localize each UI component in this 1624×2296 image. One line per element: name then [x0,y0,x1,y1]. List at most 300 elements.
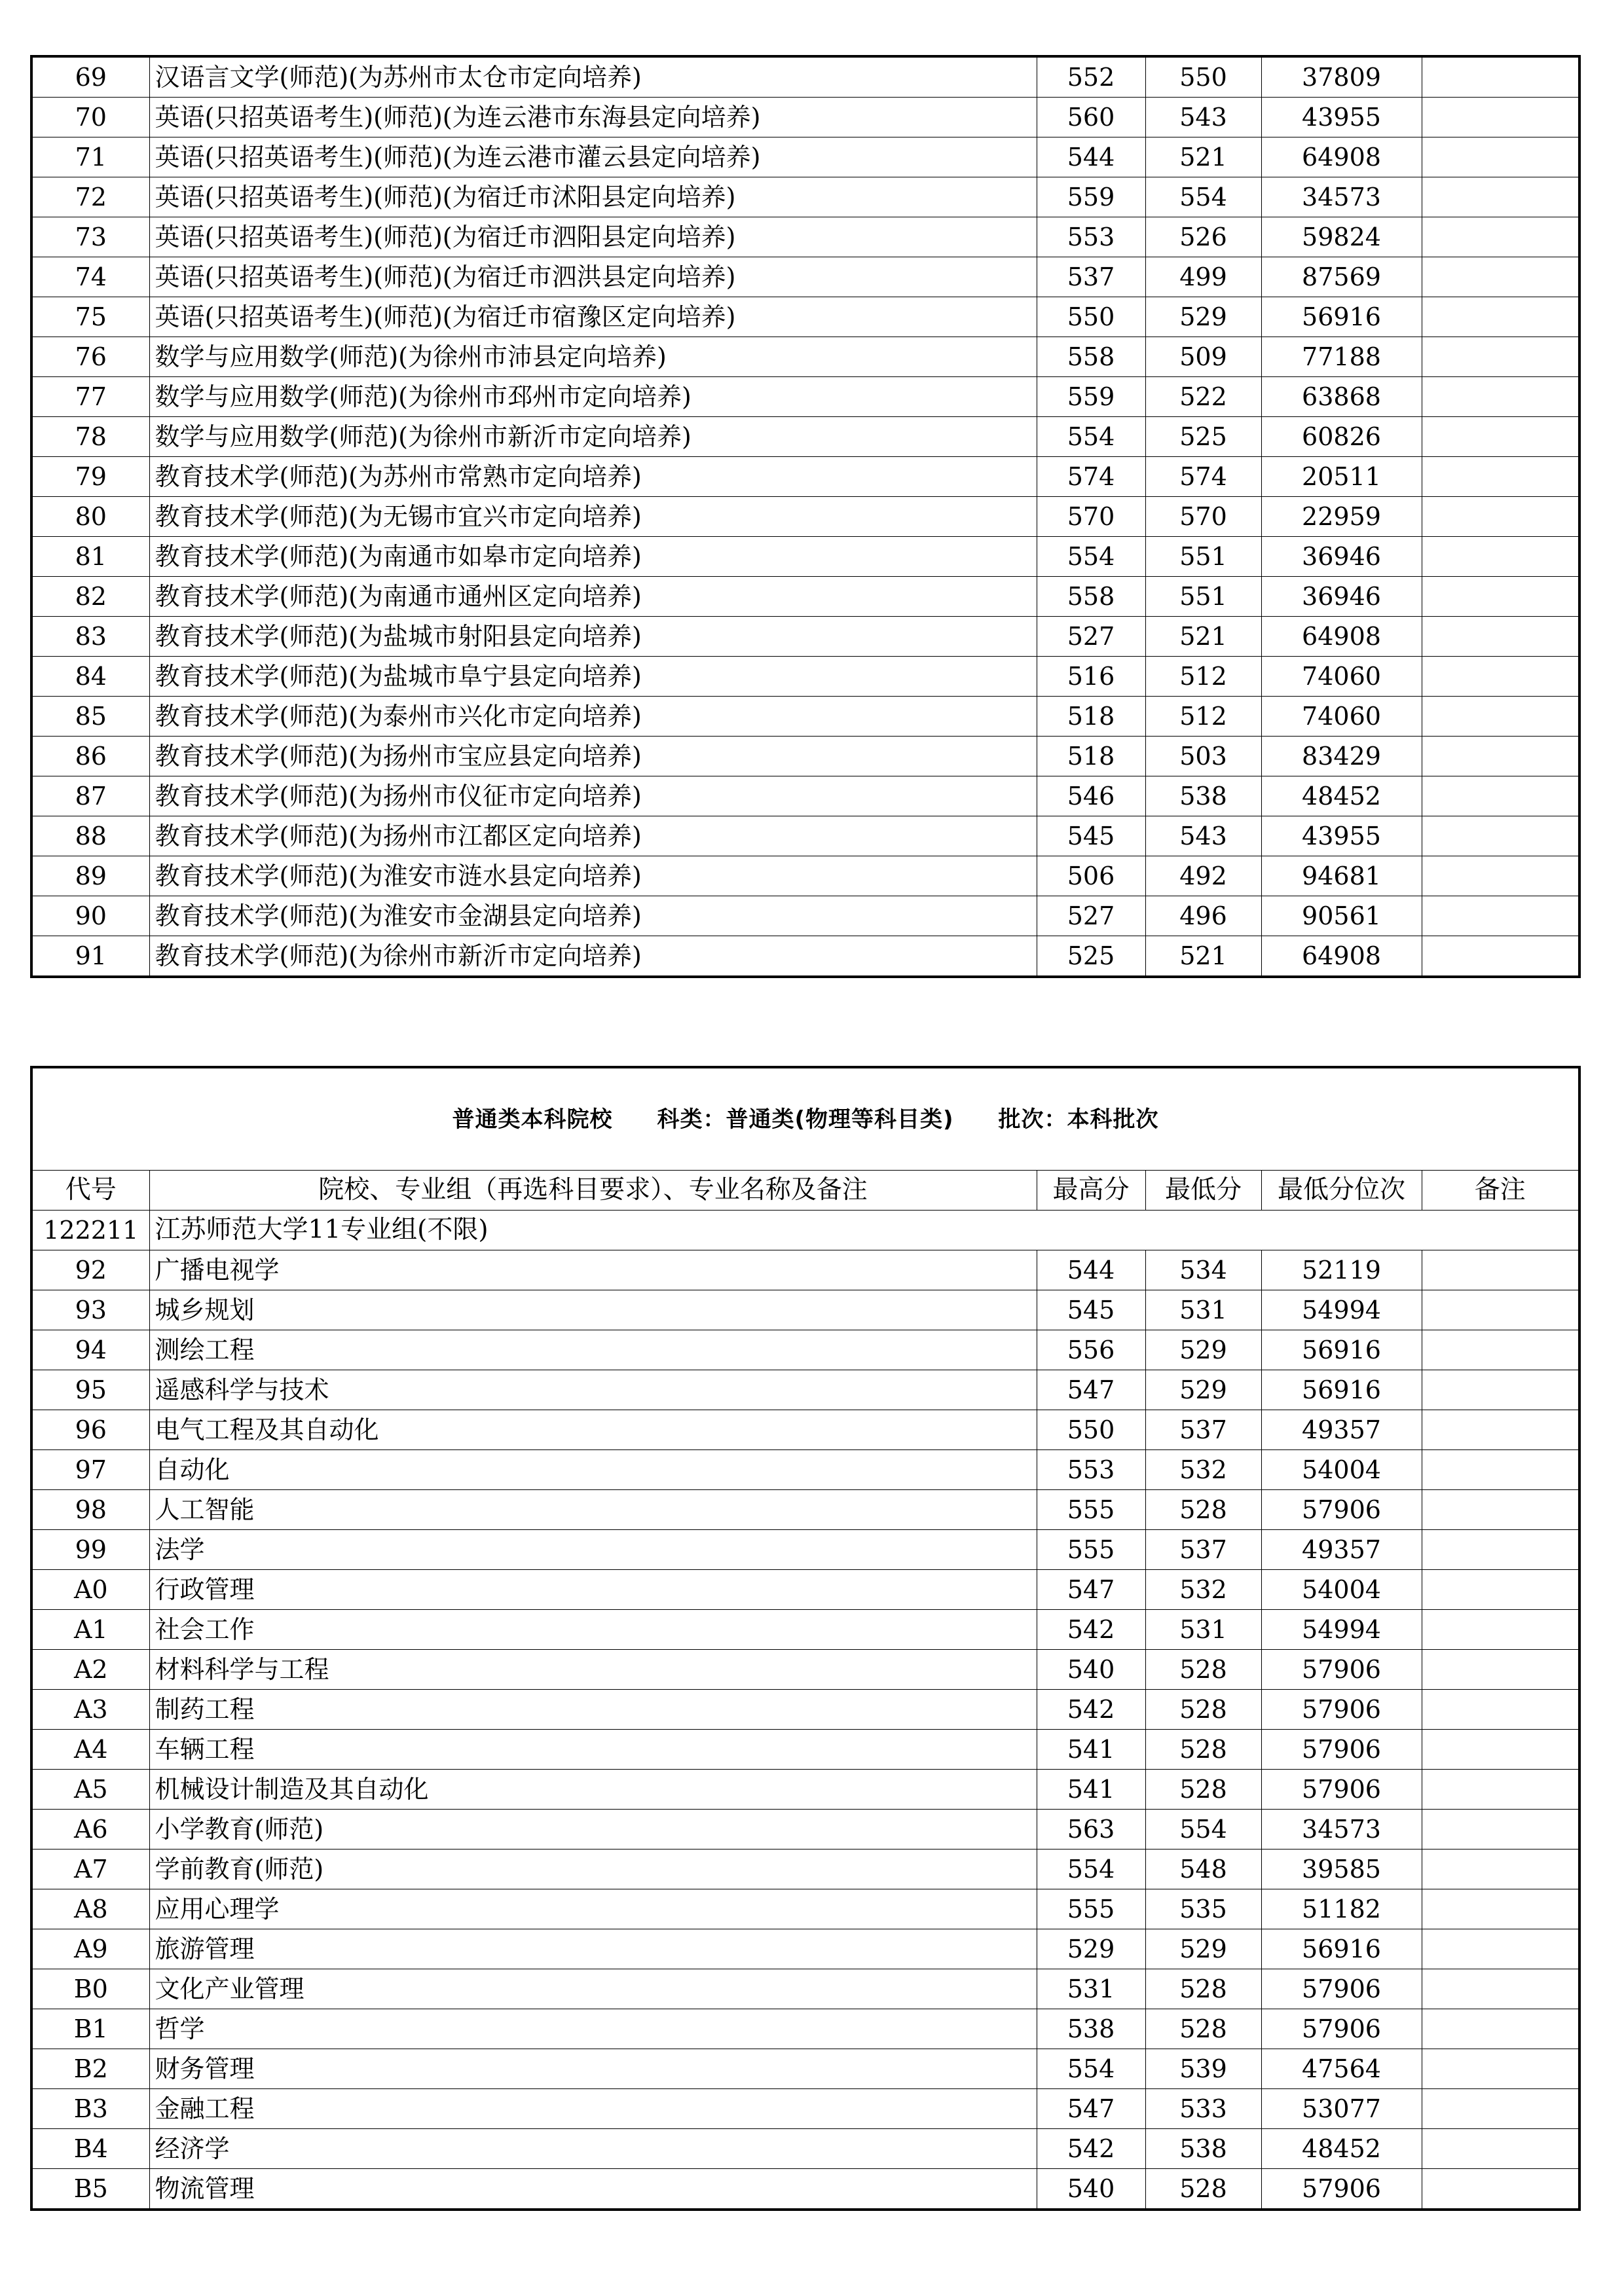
cell-min-score: 554 [1145,1810,1261,1850]
cell-min-score: 529 [1145,1370,1261,1410]
group-name: 江苏师范大学11专业组(不限) [149,1211,1579,1250]
cell-code: 93 [31,1290,149,1330]
cell-code: 99 [31,1530,149,1570]
cell-min-rank: 64908 [1261,617,1422,657]
cell-min-rank: 54004 [1261,1450,1422,1490]
cell-min-score: 529 [1145,1929,1261,1969]
table-row [31,337,1579,377]
cell-code: 96 [31,1410,149,1450]
header-note: 备注 [1422,1171,1579,1211]
cell-min-rank: 20511 [1261,457,1422,497]
table-row [31,1370,1579,1410]
cell-code: A5 [31,1770,149,1810]
cell-name: 经济学 [149,2129,1037,2169]
cell-min-rank: 57906 [1261,1730,1422,1770]
header-max: 最高分 [1037,1171,1145,1211]
cell-min-score: 522 [1145,377,1261,417]
cell-min-score: 538 [1145,2129,1261,2169]
cell-min-rank: 74060 [1261,657,1422,697]
cell-max-score: 518 [1037,697,1145,737]
cell-min-rank: 64908 [1261,936,1422,977]
cell-name: 社会工作 [149,1610,1037,1650]
table-row [31,896,1579,936]
table-row [31,1850,1579,1889]
cell-name: 人工智能 [149,1490,1037,1530]
cell-min-score: 529 [1145,297,1261,337]
cell-max-score: 538 [1037,2009,1145,2049]
table-row [31,1730,1579,1770]
table-row [31,217,1579,257]
cell-max-score: 542 [1037,2129,1145,2169]
cell-note [1422,816,1579,856]
cell-name: 车辆工程 [149,1730,1037,1770]
table-row [31,776,1579,816]
table-row [31,257,1579,297]
cell-min-rank: 57906 [1261,1650,1422,1690]
cell-min-score: 526 [1145,217,1261,257]
cell-min-score: 503 [1145,737,1261,776]
cell-code: 76 [31,337,149,377]
cell-min-rank: 56916 [1261,1370,1422,1410]
cell-min-score: 528 [1145,1770,1261,1810]
cell-name: 教育技术学(师范)(为苏州市常熟市定向培养) [149,457,1037,497]
cell-note [1422,1290,1579,1330]
cell-name: 小学教育(师范) [149,1810,1037,1850]
table-row [31,1330,1579,1370]
cell-name: 应用心理学 [149,1889,1037,1929]
cell-code: 80 [31,497,149,537]
cell-name: 哲学 [149,2009,1037,2049]
group-row [31,1211,1579,1250]
cell-max-score: 550 [1037,1410,1145,1450]
cell-code: 86 [31,737,149,776]
cell-note [1422,1450,1579,1490]
table-row [31,2129,1579,2169]
cell-min-rank: 52119 [1261,1250,1422,1290]
admission-table-continued [30,55,1581,978]
cell-max-score: 547 [1037,1570,1145,1610]
cell-code: 75 [31,297,149,337]
cell-name: 数学与应用数学(师范)(为徐州市沛县定向培养) [149,337,1037,377]
cell-max-score: 547 [1037,2089,1145,2129]
cell-max-score: 527 [1037,896,1145,936]
cell-note [1422,856,1579,896]
cell-max-score: 540 [1037,1650,1145,1690]
table-row [31,417,1579,457]
cell-min-rank: 57906 [1261,2009,1422,2049]
table-row [31,56,1579,98]
cell-max-score: 563 [1037,1810,1145,1850]
cell-note [1422,257,1579,297]
cell-note [1422,177,1579,217]
header-rank: 最低分位次 [1261,1171,1422,1211]
cell-code: 87 [31,776,149,816]
cell-name: 英语(只招英语考生)(师范)(为宿迁市泗阳县定向培养) [149,217,1037,257]
cell-min-score: 551 [1145,537,1261,577]
cell-min-rank: 49357 [1261,1410,1422,1450]
cell-min-rank: 83429 [1261,737,1422,776]
header-code: 代号 [31,1171,149,1211]
cell-min-score: 521 [1145,936,1261,977]
cell-note [1422,2129,1579,2169]
cell-name: 教育技术学(师范)(为泰州市兴化市定向培养) [149,697,1037,737]
column-header-row [31,1171,1579,1211]
cell-max-score: 555 [1037,1530,1145,1570]
cell-max-score: 554 [1037,2049,1145,2089]
cell-max-score: 540 [1037,2169,1145,2210]
cell-min-rank: 34573 [1261,177,1422,217]
cell-note [1422,737,1579,776]
cell-name: 遥感科学与技术 [149,1370,1037,1410]
admission-table-physics [30,1066,1581,2211]
cell-name: 教育技术学(师范)(为淮安市涟水县定向培养) [149,856,1037,896]
cell-min-rank: 57906 [1261,1770,1422,1810]
table-row [31,816,1579,856]
cell-name: 英语(只招英语考生)(师范)(为连云港市东海县定向培养) [149,98,1037,137]
cell-name: 机械设计制造及其自动化 [149,1770,1037,1810]
cell-note [1422,1650,1579,1690]
cell-min-score: 574 [1145,457,1261,497]
cell-name: 英语(只招英语考生)(师范)(为宿迁市泗洪县定向培养) [149,257,1037,297]
cell-min-score: 532 [1145,1450,1261,1490]
cell-note [1422,1410,1579,1450]
cell-name: 英语(只招英语考生)(师范)(为连云港市灌云县定向培养) [149,137,1037,177]
cell-min-rank: 56916 [1261,1929,1422,1969]
cell-name: 英语(只招英语考生)(师范)(为宿迁市沭阳县定向培养) [149,177,1037,217]
cell-min-rank: 56916 [1261,1330,1422,1370]
cell-note [1422,657,1579,697]
cell-name: 物流管理 [149,2169,1037,2210]
table-row [31,1690,1579,1730]
cell-note [1422,417,1579,457]
cell-max-score: 542 [1037,1610,1145,1650]
cell-max-score: 550 [1037,297,1145,337]
table-row [31,1290,1579,1330]
cell-note [1422,896,1579,936]
cell-min-rank: 51182 [1261,1889,1422,1929]
cell-note [1422,1850,1579,1889]
cell-max-score: 542 [1037,1690,1145,1730]
table-row [31,697,1579,737]
cell-note [1422,1810,1579,1850]
cell-name: 文化产业管理 [149,1969,1037,2009]
cell-max-score: 537 [1037,257,1145,297]
cell-max-score: 574 [1037,457,1145,497]
cell-min-rank: 60826 [1261,417,1422,457]
cell-min-rank: 22959 [1261,497,1422,537]
cell-name: 学前教育(师范) [149,1850,1037,1889]
cell-min-score: 529 [1145,1330,1261,1370]
cell-min-rank: 63868 [1261,377,1422,417]
table-title [31,1067,1579,1171]
cell-code: 83 [31,617,149,657]
cell-code: 89 [31,856,149,896]
batch-label: 批次：本科批次 [998,1106,1159,1133]
cell-max-score: 552 [1037,56,1145,98]
cell-max-score: 554 [1037,417,1145,457]
cell-min-score: 534 [1145,1250,1261,1290]
cell-code: 77 [31,377,149,417]
cell-max-score: 531 [1037,1969,1145,2009]
cell-note [1422,1929,1579,1969]
cell-max-score: 560 [1037,98,1145,137]
cell-code: A4 [31,1730,149,1770]
cell-max-score: 527 [1037,617,1145,657]
cell-min-score: 512 [1145,697,1261,737]
header-name: 院校、专业组（再选科目要求）、专业名称及备注 [149,1171,1037,1211]
cell-code: 92 [31,1250,149,1290]
cell-min-rank: 53077 [1261,2089,1422,2129]
cell-name: 数学与应用数学(师范)(为徐州市邳州市定向培养) [149,377,1037,417]
cell-min-score: 509 [1145,337,1261,377]
cell-note [1422,1370,1579,1410]
cell-min-score: 531 [1145,1610,1261,1650]
cell-code: B1 [31,2009,149,2049]
cell-max-score: 553 [1037,1450,1145,1490]
cell-max-score: 545 [1037,816,1145,856]
cell-note [1422,1330,1579,1370]
cell-name: 教育技术学(师范)(为无锡市宜兴市定向培养) [149,497,1037,537]
cell-name: 汉语言文学(师范)(为苏州市太仓市定向培养) [149,56,1037,98]
cell-min-rank: 59824 [1261,217,1422,257]
cell-min-rank: 36946 [1261,577,1422,617]
cell-min-score: 551 [1145,577,1261,617]
cell-min-score: 525 [1145,417,1261,457]
cell-max-score: 555 [1037,1889,1145,1929]
cell-code: 85 [31,697,149,737]
cell-min-score: 528 [1145,2169,1261,2210]
cell-min-score: 521 [1145,137,1261,177]
cell-min-rank: 90561 [1261,896,1422,936]
cell-min-rank: 54994 [1261,1290,1422,1330]
cell-min-rank: 57906 [1261,1969,1422,2009]
cell-note [1422,98,1579,137]
cell-code: 74 [31,257,149,297]
cell-min-score: 496 [1145,896,1261,936]
table-row [31,1410,1579,1450]
cell-min-rank: 48452 [1261,2129,1422,2169]
cell-note [1422,936,1579,977]
cell-min-rank: 74060 [1261,697,1422,737]
cell-code: 73 [31,217,149,257]
table-row [31,737,1579,776]
cell-min-score: 554 [1145,177,1261,217]
cell-name: 测绘工程 [149,1330,1037,1370]
table2-body [31,1250,1579,2210]
cell-max-score: 559 [1037,377,1145,417]
cell-name: 材料科学与工程 [149,1650,1037,1690]
table-row [31,98,1579,137]
cell-max-score: 553 [1037,217,1145,257]
table-row [31,2089,1579,2129]
table-row [31,497,1579,537]
cell-max-score: 529 [1037,1929,1145,1969]
cell-min-score: 537 [1145,1530,1261,1570]
cell-note [1422,2089,1579,2129]
cell-min-score: 528 [1145,1650,1261,1690]
cell-max-score: 525 [1037,936,1145,977]
cell-note [1422,137,1579,177]
cell-min-rank: 43955 [1261,816,1422,856]
cell-name: 财务管理 [149,2049,1037,2089]
cell-note [1422,537,1579,577]
cell-min-rank: 64908 [1261,137,1422,177]
cell-min-score: 538 [1145,776,1261,816]
cell-min-rank: 87569 [1261,257,1422,297]
cell-min-score: 528 [1145,1730,1261,1770]
cell-code: 95 [31,1370,149,1410]
cell-max-score: 544 [1037,1250,1145,1290]
cell-code: A7 [31,1850,149,1889]
table-row [31,1530,1579,1570]
cell-max-score: 570 [1037,497,1145,537]
cell-code: 79 [31,457,149,497]
school-type-label: 普通类本科院校 [452,1106,613,1133]
cell-min-rank: 37809 [1261,56,1422,98]
table-row [31,1889,1579,1929]
cell-name: 数学与应用数学(师范)(为徐州市新沂市定向培养) [149,417,1037,457]
cell-code: B2 [31,2049,149,2089]
cell-note [1422,1530,1579,1570]
table-row [31,657,1579,697]
cell-note [1422,776,1579,816]
table-row [31,577,1579,617]
cell-min-rank: 36946 [1261,537,1422,577]
cell-min-rank: 94681 [1261,856,1422,896]
cell-code: 84 [31,657,149,697]
cell-max-score: 547 [1037,1370,1145,1410]
cell-name: 制药工程 [149,1690,1037,1730]
cell-max-score: 554 [1037,1850,1145,1889]
cell-note [1422,457,1579,497]
cell-note [1422,377,1579,417]
cell-min-score: 533 [1145,2089,1261,2129]
table-row [31,1250,1579,1290]
cell-min-rank: 77188 [1261,337,1422,377]
cell-note [1422,2009,1579,2049]
cell-note [1422,1770,1579,1810]
cell-max-score: 544 [1037,137,1145,177]
cell-max-score: 516 [1037,657,1145,697]
cell-code: 81 [31,537,149,577]
cell-min-rank: 39585 [1261,1850,1422,1889]
cell-name: 法学 [149,1530,1037,1570]
cell-code: 78 [31,417,149,457]
table-row [31,1650,1579,1690]
table-row [31,2169,1579,2210]
cell-min-score: 492 [1145,856,1261,896]
cell-max-score: 545 [1037,1290,1145,1330]
cell-code: 88 [31,816,149,856]
cell-code: A6 [31,1810,149,1850]
cell-code: 97 [31,1450,149,1490]
cell-min-rank: 34573 [1261,1810,1422,1850]
cell-min-rank: 57906 [1261,1690,1422,1730]
cell-note [1422,297,1579,337]
cell-min-score: 531 [1145,1290,1261,1330]
cell-min-rank: 49357 [1261,1530,1422,1570]
cell-code: 90 [31,896,149,936]
cell-name: 教育技术学(师范)(为盐城市射阳县定向培养) [149,617,1037,657]
cell-max-score: 559 [1037,177,1145,217]
cell-name: 教育技术学(师范)(为南通市通州区定向培养) [149,577,1037,617]
table-row [31,537,1579,577]
cell-code: 71 [31,137,149,177]
cell-code: B3 [31,2089,149,2129]
cell-note [1422,1570,1579,1610]
cell-code: 94 [31,1330,149,1370]
cell-code: 72 [31,177,149,217]
cell-min-score: 537 [1145,1410,1261,1450]
header-min: 最低分 [1145,1171,1261,1211]
cell-min-score: 528 [1145,1490,1261,1530]
table-row [31,1570,1579,1610]
cell-code: A8 [31,1889,149,1929]
cell-name: 旅游管理 [149,1929,1037,1969]
cell-note [1422,2049,1579,2089]
cell-max-score: 541 [1037,1730,1145,1770]
cell-min-score: 539 [1145,2049,1261,2089]
cell-min-score: 521 [1145,617,1261,657]
cell-min-rank: 48452 [1261,776,1422,816]
cell-min-score: 548 [1145,1850,1261,1889]
cell-max-score: 554 [1037,537,1145,577]
cell-min-rank: 57906 [1261,1490,1422,1530]
cell-name: 英语(只招英语考生)(师范)(为宿迁市宿豫区定向培养) [149,297,1037,337]
cell-max-score: 556 [1037,1330,1145,1370]
table-row [31,617,1579,657]
cell-code: 98 [31,1490,149,1530]
table-row [31,177,1579,217]
cell-min-score: 570 [1145,497,1261,537]
cell-note [1422,577,1579,617]
cell-note [1422,1969,1579,2009]
cell-name: 教育技术学(师范)(为扬州市江都区定向培养) [149,816,1037,856]
cell-code: B0 [31,1969,149,2009]
cell-note [1422,56,1579,98]
cell-min-score: 528 [1145,1969,1261,2009]
cell-code: 69 [31,56,149,98]
cell-max-score: 541 [1037,1770,1145,1810]
table-row [31,137,1579,177]
cell-min-score: 550 [1145,56,1261,98]
cell-min-score: 543 [1145,816,1261,856]
cell-name: 教育技术学(师范)(为淮安市金湖县定向培养) [149,896,1037,936]
cell-min-rank: 54004 [1261,1570,1422,1610]
cell-note [1422,1250,1579,1290]
cell-min-score: 528 [1145,2009,1261,2049]
cell-max-score: 558 [1037,577,1145,617]
cell-name: 自动化 [149,1450,1037,1490]
cell-name: 教育技术学(师范)(为扬州市宝应县定向培养) [149,737,1037,776]
cell-note [1422,337,1579,377]
cell-name: 城乡规划 [149,1290,1037,1330]
table-row [31,1969,1579,2009]
cell-min-rank: 47564 [1261,2049,1422,2089]
cell-note [1422,697,1579,737]
cell-note [1422,2169,1579,2210]
cell-name: 教育技术学(师范)(为徐州市新沂市定向培养) [149,936,1037,977]
cell-name: 教育技术学(师范)(为盐城市阜宁县定向培养) [149,657,1037,697]
cell-note [1422,217,1579,257]
cell-max-score: 555 [1037,1490,1145,1530]
cell-max-score: 546 [1037,776,1145,816]
cell-min-rank: 54994 [1261,1610,1422,1650]
cell-code: A1 [31,1610,149,1650]
cell-code: B5 [31,2169,149,2210]
cell-code: 91 [31,936,149,977]
cell-name: 金融工程 [149,2089,1037,2129]
